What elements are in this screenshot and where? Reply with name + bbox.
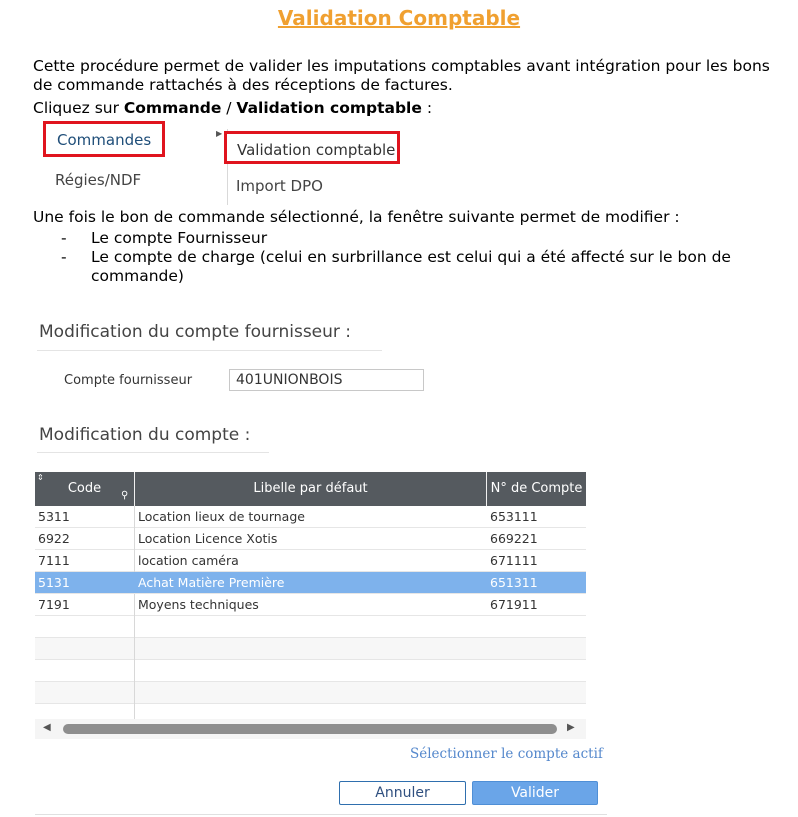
cell-libelle: location caméra: [138, 553, 239, 568]
divider: [37, 350, 382, 351]
list-item: - Le compte Fournisseur: [55, 229, 770, 248]
select-active-account-link[interactable]: Sélectionner le compte actif: [410, 746, 603, 762]
valider-button[interactable]: Valider: [472, 781, 598, 805]
modifiable-list: [55, 229, 770, 286]
header-libelle[interactable]: Libelle par défaut: [135, 472, 487, 506]
click-commande: Commande: [123, 99, 222, 117]
scroll-left-icon[interactable]: ◀: [43, 722, 51, 733]
intro-paragraph: Cette procédure permet de valider les imputations comptables avant intégration pour les bons de commande rattachés à des réceptions de factures.: [33, 57, 770, 94]
empty-row: [35, 638, 586, 660]
cell-libelle: Location lieux de tournage: [138, 509, 305, 524]
table-row[interactable]: [35, 528, 586, 550]
table-row[interactable]: [35, 506, 586, 528]
click-sep: /: [221, 99, 237, 117]
column-divider: [134, 506, 135, 572]
selection-paragraph: Une fois le bon de commande sélectionné, la fenêtre suivante permet de modifier :: [33, 208, 680, 226]
cell-libelle: Location Licence Xotis: [138, 531, 278, 546]
click-prefix: Cliquez sur: [33, 99, 124, 117]
fournisseur-input[interactable]: 401UNIONBOIS: [229, 369, 424, 391]
cell-libelle: Achat Matière Première: [138, 575, 285, 590]
menu-item-commandes[interactable]: Commandes: [43, 121, 165, 157]
divider: [35, 814, 607, 815]
grid-header: [35, 472, 586, 506]
column-divider: [134, 594, 135, 720]
cell-compte: 669221: [490, 531, 538, 546]
accounts-grid: [35, 472, 586, 720]
submenu-arrow-icon: ▶: [216, 129, 223, 138]
table-row[interactable]: [35, 550, 586, 572]
header-compte[interactable]: N° de Compte: [490, 481, 583, 496]
fournisseur-label: Compte fournisseur: [64, 373, 193, 388]
header-code[interactable]: [35, 472, 135, 506]
scroll-right-icon[interactable]: ▶: [567, 722, 575, 733]
empty-row: [35, 682, 586, 704]
cell-compte: 653111: [490, 509, 538, 524]
scrollbar-thumb[interactable]: [63, 724, 557, 734]
click-suffix: :: [421, 99, 433, 117]
sort-icon[interactable]: ⇕: [37, 473, 44, 482]
section-title-compte: Modification du compte :: [39, 425, 251, 445]
submenu-item-import-dpo[interactable]: Import DPO: [236, 177, 323, 195]
cell-code: 7191: [38, 597, 70, 612]
click-instruction: [33, 99, 773, 118]
empty-row: [35, 660, 586, 682]
cell-code: 7111: [38, 553, 70, 568]
section-title-fournisseur: Modification du compte fournisseur :: [39, 322, 352, 342]
divider: [37, 452, 269, 453]
cell-code: 5131: [38, 575, 70, 590]
cell-code: 6922: [38, 531, 70, 546]
horizontal-scrollbar[interactable]: [35, 719, 586, 739]
click-validation: Validation comptable: [236, 99, 422, 117]
menu-item-regies[interactable]: Régies/NDF: [55, 171, 142, 189]
table-row-selected[interactable]: [35, 572, 586, 594]
submenu-item-validation-comptable[interactable]: Validation comptable: [224, 131, 400, 164]
annuler-button[interactable]: Annuler: [339, 781, 466, 805]
table-row[interactable]: [35, 594, 586, 616]
cell-compte: 671911: [490, 597, 538, 612]
cell-libelle: Moyens techniques: [138, 597, 259, 612]
cell-compte: 651311: [490, 575, 538, 590]
header-code-label: Code: [67, 481, 102, 496]
page-title: Validation Comptable: [277, 6, 521, 30]
cell-code: 5311: [38, 509, 70, 524]
list-item: - Le compte de charge (celui en surbrillance est celui qui a été affecté sur le bon de commande): [55, 248, 770, 286]
empty-row: [35, 616, 586, 638]
cell-compte: 671111: [490, 553, 538, 568]
search-icon[interactable]: ⚲: [121, 490, 129, 501]
